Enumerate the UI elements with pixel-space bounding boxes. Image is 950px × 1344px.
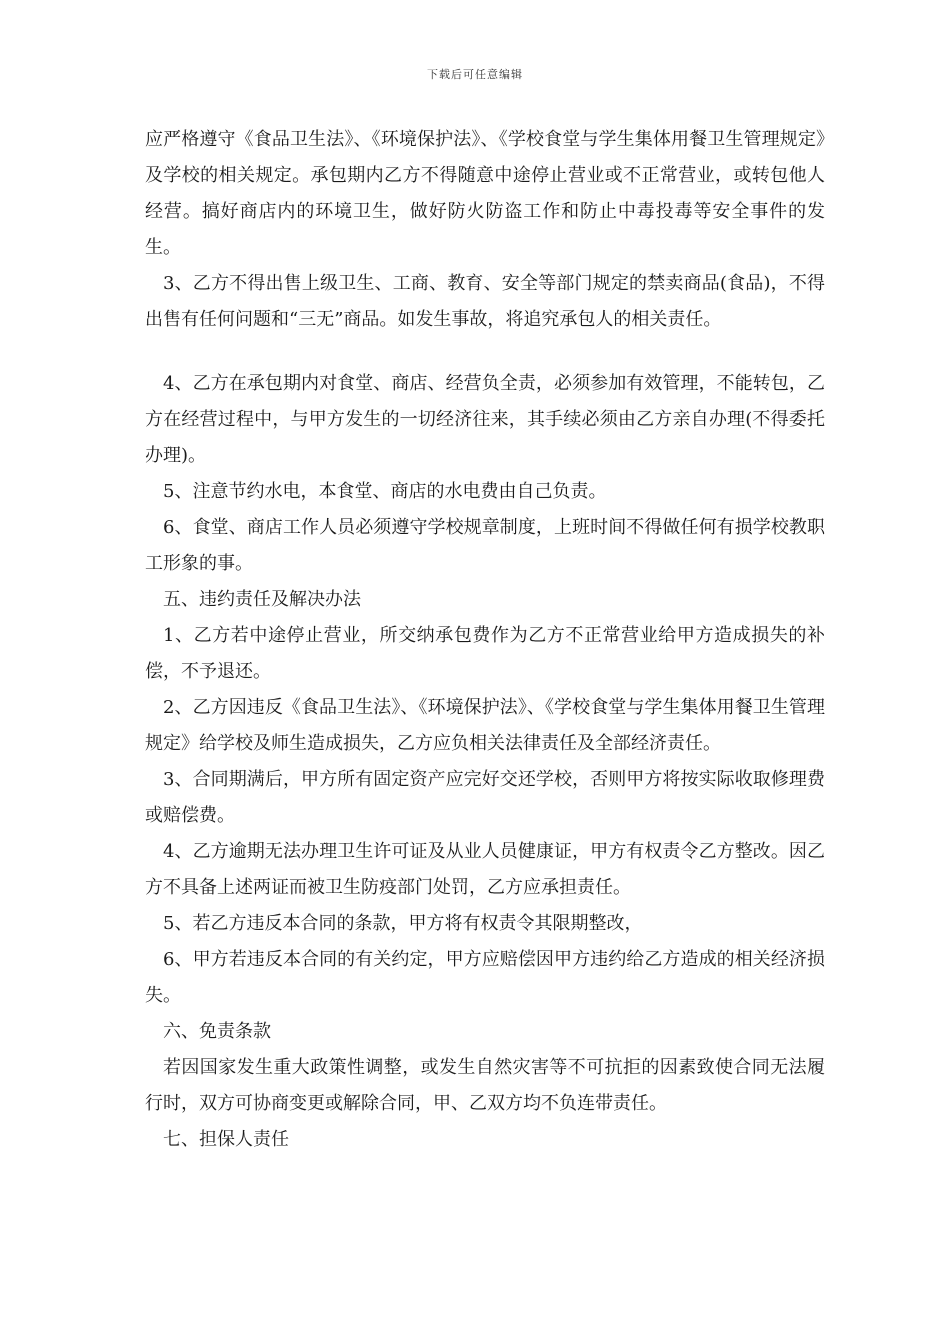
paragraph-breach-2: 2、乙方因违反《食品卫生法》、《环境保护法》、《学校食堂与学生集体用餐卫生管理规定》给学校及师生造成损失，乙方应负相关法律责任及全部经济责任。 [145,697,825,754]
paragraph-breach-6: 6、甲方若违反本合同的有关约定，甲方应赔偿因甲方违约给乙方造成的相关经济损失。 [145,949,825,1006]
paragraph-exemption: 若因国家发生重大政策性调整，或发生自然灾害等不可抗拒的因素致使合同无法履行时，双方可协商变更或解除合同，甲、乙双方均不负连带责任。 [145,1057,825,1114]
paragraph-breach-5: 5、若乙方违反本合同的条款，甲方将有权责令其限期整改， [163,913,643,934]
section-heading-exemption: 六、免责条款 [163,1021,271,1042]
paragraph-clause-5-utilities: 5、注意节约水电，本食堂、商店的水电费由自己负责。 [163,481,607,502]
section-heading-breach-liability: 五、违约责任及解决办法 [163,589,361,610]
paragraph-breach-1: 1、乙方若中途停止营业，所交纳承包费作为乙方不正常营业给甲方造成损失的补偿，不予退还。 [145,625,825,682]
paragraph-clause-4-management: 4、乙方在承包期内对食堂、商店、经营负全责，必须参加有效管理，不能转包，乙方在经营过程中，与甲方发生的一切经济往来，其手续必须由乙方亲自办理(不得委托办理)。 [145,373,825,466]
paragraph-clause-3-prohibited-goods: 3、乙方不得出售上级卫生、工商、教育、安全等部门规定的禁卖商品(食品)，不得出售有任何问题和“三无”商品。如发生事故，将追究承包人的相关责任。 [145,273,825,330]
paragraph-breach-3: 3、合同期满后，甲方所有固定资产应完好交还学校，否则甲方将按实际收取修理费或赔偿费。 [145,769,825,826]
page-header-note: 下载后可任意编辑 [427,68,523,81]
paragraph-clause-6-staff-rules: 6、食堂、商店工作人员必须遵守学校规章制度，上班时间不得做任何有损学校教职工形象的事。 [145,517,825,574]
paragraph-hygiene-compliance: 应严格遵守《食品卫生法》、《环境保护法》、《学校食堂与学生集体用餐卫生管理规定》及学校的相关规定。承包期内乙方不得随意中途停止营业或不正常营业，或转包他人经营。搞好商店内的环境卫生，做好防火防盗工作和防止中毒投毒等安全事件的发生。 [145,129,825,258]
section-heading-guarantor: 七、担保人责任 [163,1129,289,1150]
document-body [145,122,825,1158]
paragraph-breach-4: 4、乙方逾期无法办理卫生许可证及从业人员健康证，甲方有权责令乙方整改。因乙方不具备上述两证而被卫生防疫部门处罚，乙方应承担责任。 [145,841,825,898]
